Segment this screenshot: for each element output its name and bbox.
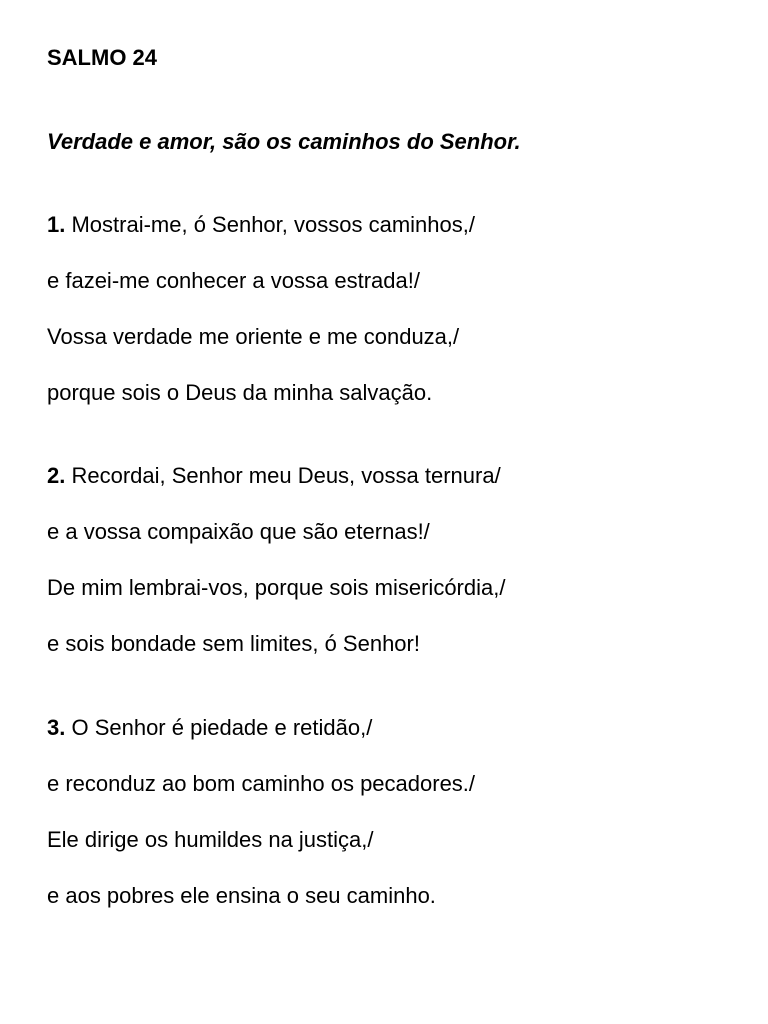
- stanza-number: 2.: [47, 463, 66, 488]
- stanza-line: porque sois o Deus da minha salvação.: [47, 380, 433, 405]
- stanza-line: De mim lembrai-vos, porque sois misericórdia,/: [47, 575, 506, 600]
- stanza-first-line: [47, 714, 475, 742]
- stanza-line: e reconduz ao bom caminho os pecadores./: [47, 771, 476, 796]
- stanza-2: [47, 462, 505, 686]
- stanza-first-line-text: Recordai, Senhor meu Deus, vossa ternura/: [65, 463, 501, 488]
- stanza-first-line-text: O Senhor é piedade e retidão,/: [65, 715, 373, 740]
- stanza-first-line-text: Mostrai-me, ó Senhor, vossos caminhos,/: [65, 212, 475, 237]
- stanza-3: [47, 714, 475, 938]
- stanza-line: e a vossa compaixão que são eternas!/: [47, 519, 430, 544]
- stanza-line: Ele dirige os humildes na justiça,/: [47, 827, 374, 852]
- stanza-line: e aos pobres ele ensina o seu caminho.: [47, 883, 436, 908]
- stanza-first-line: [47, 211, 475, 239]
- stanza-number: 1.: [47, 212, 66, 237]
- refrain: Verdade e amor, são os caminhos do Senhor.: [47, 129, 521, 154]
- stanza-1: [47, 211, 475, 435]
- stanza-line: Vossa verdade me oriente e me conduza,/: [47, 324, 460, 349]
- stanza-line: e fazei-me conhecer a vossa estrada!/: [47, 268, 420, 293]
- psalm-title: SALMO 24: [47, 45, 158, 70]
- stanza-number: 3.: [47, 715, 66, 740]
- stanza-line: e sois bondade sem limites, ó Senhor!: [47, 631, 420, 656]
- stanza-first-line: [47, 462, 505, 490]
